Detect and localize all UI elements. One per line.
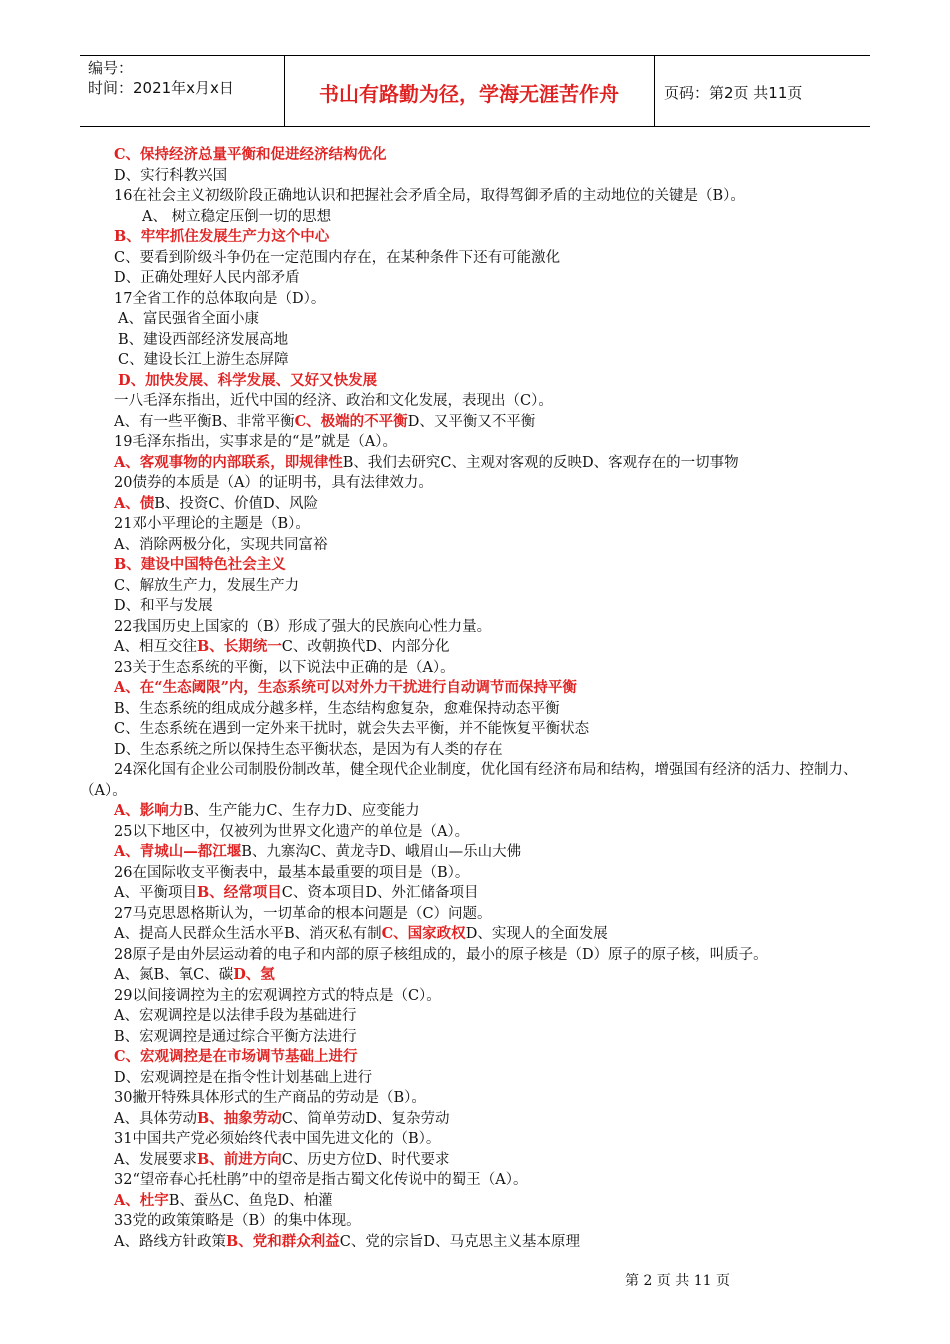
header-motto: 书山有路勤为径，学海无涯苦作舟 [319, 82, 619, 106]
text-segment: B、建设西部经济发展高地 [118, 331, 289, 348]
answer-text: C、极端的不平衡 [294, 412, 408, 430]
page-header [80, 55, 870, 127]
text-line [80, 842, 880, 863]
header-divider [654, 56, 655, 126]
text-segment: 32“望帝春心托杜鹃”中的望帝是指古蜀文化传说中的蜀王（A）。 [114, 1172, 528, 1188]
text-line [80, 1088, 880, 1109]
text-line [80, 1109, 880, 1130]
text-line [80, 473, 880, 494]
text-segment: D、实行科教兴国 [114, 167, 228, 184]
question-list [80, 145, 880, 1252]
text-line [80, 535, 880, 556]
text-line [80, 822, 880, 843]
text-segment: B、宏观调控是通过综合平衡方法进行 [114, 1028, 357, 1045]
answer-text: A、青城山—都江堰 [114, 843, 242, 860]
text-segment: D、实现人的全面发展 [465, 926, 608, 942]
text-line [80, 699, 880, 720]
text-segment: 一八毛泽东指出，近代中国的经济、政治和文化发展，表现出（C）。 [114, 393, 553, 409]
text-line [80, 207, 880, 228]
answer-text: B、牢牢抓住发展生产力这个中心 [114, 228, 330, 245]
answer-text: C、保持经济总量平衡和促进经济结构优化 [114, 146, 387, 163]
text-segment: D、又平衡又不平衡 [407, 413, 536, 430]
text-segment: 28原子是由外层运动着的电子和内部的原子核组成的，最小的原子核是（D）原子的原子核，叫质子。 [114, 946, 768, 963]
text-segment: C、资本项目D、外汇储备项目 [281, 885, 479, 901]
answer-text: A、债 [114, 494, 155, 512]
text-segment: 27马克思恩格斯认为，一切革命的根本问题是（C）问题。 [114, 905, 492, 922]
answer-text: A、在“生态阈限”内，生态系统可以对外力干扰进行自动调节而保持平衡 [114, 679, 577, 696]
text-segment: B、生产能力C、生存力D、应变能力 [183, 803, 420, 819]
text-line [80, 883, 880, 904]
text-segment: C、解放生产力，发展生产力 [114, 577, 300, 594]
text-line [80, 1027, 880, 1048]
text-segment: 22我国历史上国家的（B）形成了强大的民族向心性力量。 [114, 618, 492, 635]
text-line [80, 617, 880, 638]
text-segment: B、投资C、价值D、风险 [154, 495, 319, 512]
text-line [80, 391, 880, 412]
text-line [80, 1191, 880, 1212]
text-segment: 19毛泽东指出，实事求是的“是”就是（A）。 [114, 434, 397, 450]
text-segment: A、发展要求 [114, 1151, 197, 1168]
text-segment: 20债券的本质是（A）的证明书，具有法律效力。 [114, 475, 433, 491]
text-segment: C、党的宗旨D、马克思主义基本原理 [339, 1233, 580, 1250]
text-segment: A、提高人民群众生活水平B、消灭私有制 [114, 926, 382, 942]
text-line [80, 514, 880, 535]
text-line [80, 494, 880, 515]
text-line [80, 309, 880, 330]
answer-text: B、抽象劳动 [196, 1109, 282, 1127]
text-line [80, 166, 880, 187]
text-line [80, 453, 880, 474]
text-line [80, 186, 880, 207]
text-line [80, 801, 880, 822]
text-line [80, 1150, 880, 1171]
text-line [80, 1211, 880, 1232]
text-line [80, 904, 880, 925]
text-line [80, 1129, 880, 1150]
text-line [80, 760, 880, 801]
answer-text: B、经常项目 [196, 884, 282, 901]
answer-text: B、长期统一 [196, 638, 282, 655]
answer-text: D、加快发展、科学发展、又好又快发展 [118, 371, 378, 389]
text-line [80, 1232, 880, 1253]
text-segment: 26在国际收支平衡表中，最基本最重要的项目是（B）。 [114, 864, 470, 881]
text-segment: A、平衡项目 [114, 885, 197, 901]
answer-text: D、氢 [233, 966, 275, 983]
text-line [80, 1068, 880, 1089]
page-footer: 第 2 页 共 11 页 [625, 1273, 730, 1289]
answer-text: B、前进方向 [196, 1150, 282, 1168]
text-segment: A、宏观调控是以法律手段为基础进行 [114, 1008, 357, 1024]
text-line [80, 576, 880, 597]
text-line [80, 740, 880, 761]
text-line [80, 371, 880, 392]
text-line [80, 637, 880, 658]
text-segment: 31中国共产党必须始终代表中国先进文化的（B）。 [114, 1131, 441, 1147]
text-line [80, 555, 880, 576]
text-segment: 24深化国有企业公司制股份制改革，健全现代企业制度，优化国有经济布局和结构，增强国有经济的活力、控制力、（A）。 [80, 762, 858, 799]
number-label: 编号： [88, 59, 134, 77]
text-line [80, 965, 880, 986]
answer-text: A、客观事物的内部联系，即规律性 [114, 453, 343, 471]
header-page-code: 页码：第2页 共11页 [664, 84, 803, 102]
text-segment: 29以间接调控为主的宏观调控方式的特点是（C）。 [114, 987, 441, 1004]
text-segment: 33党的政策策略是（B）的集中体现。 [114, 1213, 361, 1229]
text-segment: A、富民强省全面小康 [118, 311, 259, 327]
text-segment: D、和平与发展 [114, 598, 213, 614]
text-line [80, 719, 880, 740]
text-line [80, 658, 880, 679]
text-segment: B、九寨沟C、黄龙寺D、峨眉山—乐山大佛 [241, 844, 522, 860]
text-line [80, 1006, 880, 1027]
text-segment: C、简单劳动D、复杂劳动 [281, 1110, 450, 1127]
text-segment: A、 树立稳定压倒一切的思想 [142, 208, 332, 225]
text-line [80, 289, 880, 310]
text-line [80, 145, 880, 166]
text-line [80, 863, 880, 884]
text-segment: B、蚕丛C、鱼凫D、柏灌 [168, 1192, 333, 1209]
answer-text: B、建设中国特色社会主义 [114, 556, 286, 573]
answer-text: A、影响力 [114, 802, 184, 819]
text-segment: B、我们去研究C、主观对客观的反映D、客观存在的一切事物 [342, 454, 739, 471]
text-segment: D、正确处理好人民内部矛盾 [114, 270, 300, 286]
text-line [80, 432, 880, 453]
text-segment: D、生态系统之所以保持生态平衡状态，是因为有人类的存在 [114, 741, 503, 758]
time-label: 时间：2021年x月x日 [88, 79, 234, 97]
text-line [80, 1047, 880, 1068]
text-segment: A、路线方针政策 [114, 1233, 226, 1250]
text-line [80, 412, 880, 433]
text-segment: A、消除两极分化，实现共同富裕 [114, 536, 328, 553]
answer-text: B、党和群众利益 [225, 1232, 340, 1250]
text-line [80, 678, 880, 699]
text-segment: 30撇开特殊具体形式的生产商品的劳动是（B）。 [114, 1090, 426, 1106]
text-segment: A、氮B、氧C、碳 [114, 967, 234, 983]
answer-text: C、国家政权 [381, 925, 466, 942]
text-line [80, 350, 880, 371]
answer-text: A、杜宇 [114, 1191, 169, 1209]
text-line [80, 330, 880, 351]
text-segment: 17全省工作的总体取向是（D）。 [114, 290, 326, 307]
text-line [80, 1170, 880, 1191]
text-line [80, 248, 880, 269]
text-segment: 21邓小平理论的主题是（B）。 [114, 516, 310, 532]
text-segment: C、建设长江上游生态屏障 [118, 352, 289, 368]
text-line [80, 945, 880, 966]
answer-text: C、宏观调控是在市场调节基础上进行 [114, 1048, 358, 1065]
text-segment: A、有一些平衡B、非常平衡 [114, 413, 295, 430]
text-line [80, 268, 880, 289]
text-segment: A、具体劳动 [114, 1110, 197, 1127]
text-segment: D、宏观调控是在指令性计划基础上进行 [114, 1069, 373, 1086]
text-segment: A、相互交往 [114, 639, 197, 655]
text-segment: C、要看到阶级斗争仍在一定范围内存在，在某种条件下还有可能激化 [114, 249, 561, 266]
text-segment: 16在社会主义初级阶段正确地认识和把握社会矛盾全局，取得驾御矛盾的主动地位的关键是（B）。 [114, 188, 745, 204]
text-segment: 25以下地区中，仅被列为世界文化遗产的单位是（A）。 [114, 823, 470, 840]
text-segment: C、历史方位D、时代要求 [281, 1151, 450, 1168]
text-line [80, 924, 880, 945]
header-meta [88, 58, 234, 98]
text-line [80, 596, 880, 617]
text-segment: C、改朝换代D、内部分化 [281, 639, 450, 655]
text-line [80, 227, 880, 248]
text-segment: C、生态系统在遇到一定外来干扰时，就会失去平衡，并不能恢复平衡状态 [114, 721, 590, 737]
text-segment: 23关于生态系统的平衡，以下说法中正确的是（A）。 [114, 659, 455, 676]
text-line [80, 986, 880, 1007]
text-segment: B、生态系统的组成成分越多样，生态结构愈复杂，愈难保持动态平衡 [114, 700, 560, 717]
